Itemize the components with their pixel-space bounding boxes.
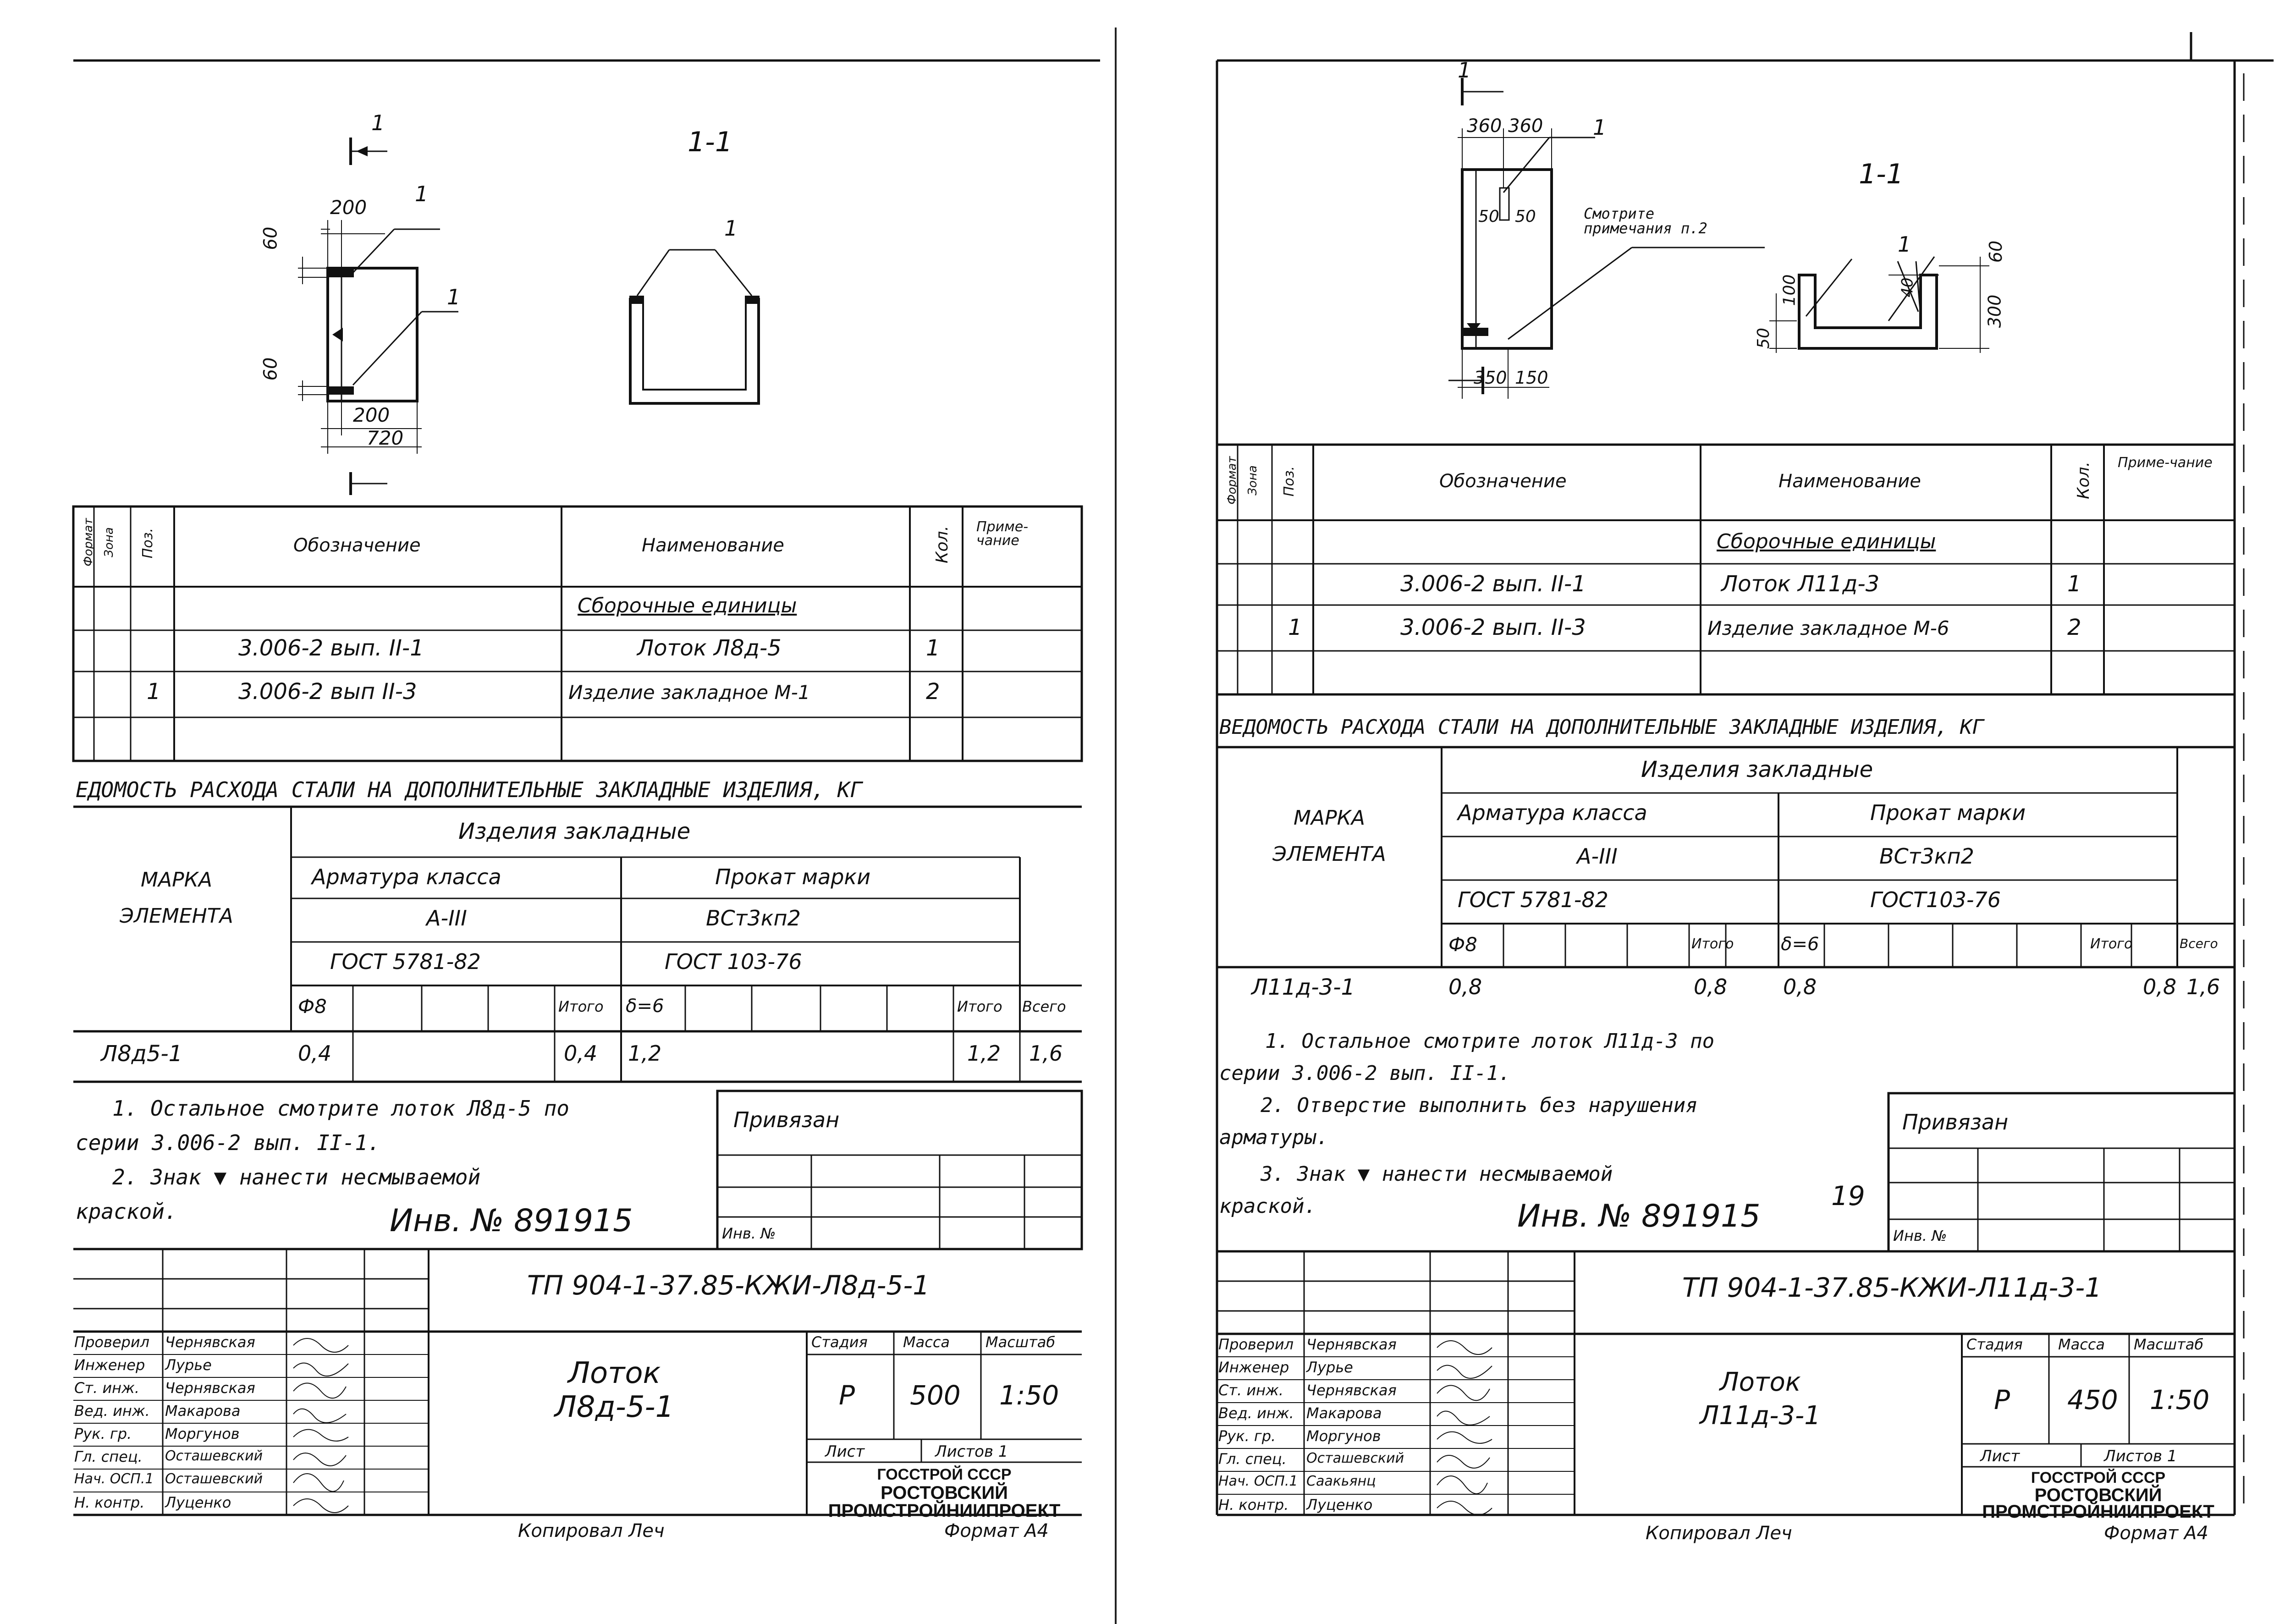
spec-header-pos: Поз. xyxy=(1281,466,1298,497)
sheet-divider xyxy=(1115,28,1117,1624)
steel-rebar-class: Арматура класса xyxy=(1458,800,1647,825)
role-2: Инженер xyxy=(74,1356,145,1374)
spec-row2-designation: 3.006-2 вып II-3 xyxy=(238,679,417,705)
person-7: Осташевский xyxy=(165,1471,263,1487)
note-line-1: 1. Остальное смотрите лоток Л11д-3 по xyxy=(1265,1029,1715,1053)
steel-row-total: 1,6 xyxy=(2186,974,2220,999)
steel-row-total: 1,6 xyxy=(1029,1041,1063,1066)
role-6: Гл. спец. xyxy=(1218,1450,1287,1468)
footer-format: Формат А4 xyxy=(944,1520,1049,1541)
inv-no-label: Инв. № xyxy=(722,1225,776,1242)
person-8: Луценко xyxy=(1306,1496,1373,1514)
spec-header-zone: Зона xyxy=(1245,465,1260,495)
steel-title: ЕДОМОСТЬ РАСХОДА СТАЛИ НА ДОПОЛНИТЕЛЬНЫЕ ЗАКЛАДНЫЕ ИЗДЕЛИЯ, КГ xyxy=(76,777,863,802)
sheets-label: Листов 1 xyxy=(2104,1447,2177,1465)
role-8: Н. контр. xyxy=(1218,1496,1289,1514)
spec-row1-name: Лоток Л11д-3 xyxy=(1721,571,1880,597)
person-1: Чернявская xyxy=(165,1333,255,1351)
spec-header-pos: Поз. xyxy=(140,528,156,559)
stage-value: Р xyxy=(1994,1384,2010,1415)
steel-rolled-grade: ВСт3кп2 xyxy=(1879,844,1974,869)
note-line-5: 3. Знак ▼ нанести несмываемой xyxy=(1261,1162,1613,1186)
org-line-1: ГОССТРОЙ СССР xyxy=(2031,1469,2166,1486)
steel-mark-header: МАРКА ЭЛЕМЕНТА xyxy=(1272,806,1386,866)
person-4: Макарова xyxy=(1306,1404,1382,1422)
spec-row0-name: Сборочные единицы xyxy=(578,594,797,617)
org-line-3: ПРОМСТРОЙНИИПРОЕКТ xyxy=(828,1501,1061,1521)
sheets-label: Листов 1 xyxy=(935,1442,1008,1461)
privyazan-label: Привязан xyxy=(1902,1110,2009,1134)
steel-items-header: Изделия закладные xyxy=(1641,757,1873,782)
person-3: Чернявская xyxy=(1306,1382,1397,1399)
section-marker-top: 1 xyxy=(371,110,385,135)
spec-row1-qty: 1 xyxy=(926,635,940,661)
leader-label-a: 1 xyxy=(415,182,429,206)
person-1: Чернявская xyxy=(1306,1336,1397,1353)
stage-label: Стадия xyxy=(1966,1336,2023,1353)
dim-200-top: 200 xyxy=(330,196,367,219)
scale-value: 1:50 xyxy=(999,1380,1059,1411)
inv-no-label: Инв. № xyxy=(1893,1227,1947,1244)
dim-720: 720 xyxy=(367,427,404,449)
role-8: Н. контр. xyxy=(74,1494,145,1511)
page-number: 19 xyxy=(1831,1180,1865,1211)
section-title: 1-1 xyxy=(1859,158,1904,190)
spec-header-designation: Обозначение xyxy=(1439,471,1567,492)
steel-rebar-gost: ГОСТ 5781-82 xyxy=(330,949,481,974)
steel-row-itogo1: 0,8 xyxy=(1694,974,1728,999)
person-4: Макарова xyxy=(165,1402,241,1420)
dim-360-b: 360 xyxy=(1508,116,1543,137)
steel-row-itogo2: 0,8 xyxy=(2143,974,2177,999)
mass-value: 450 xyxy=(2067,1384,2118,1415)
steel-col-phi: Ф8 xyxy=(298,995,327,1018)
steel-rebar-gost: ГОСТ 5781-82 xyxy=(1458,887,1608,912)
dim-60-bottom: 60 xyxy=(260,357,281,381)
spec-header-zone: Зона xyxy=(102,527,116,557)
spec-header-name: Наименование xyxy=(642,535,784,556)
note-line-2: серии 3.006-2 вып. II-1. xyxy=(1219,1062,1511,1085)
steel-mark-header: МАРКА ЭЛЕМЕНТА xyxy=(120,868,233,928)
object-name: Лоток Л11д-3-1 xyxy=(1700,1367,1821,1431)
steel-rolled-grade: ВСт3кп2 xyxy=(706,906,801,930)
spec-row1-qty: 1 xyxy=(2067,571,2081,597)
sheet-label: Лист xyxy=(825,1442,865,1461)
spec-row2-pos: 1 xyxy=(1288,615,1302,640)
person-7: Саакьянц xyxy=(1306,1473,1376,1489)
spec-header-name: Наименование xyxy=(1778,471,1921,492)
steel-rolled-gost: ГОСТ 103-76 xyxy=(665,949,802,974)
dim-60: 60 xyxy=(1986,240,2006,263)
steel-col-phi: Ф8 xyxy=(1448,933,1477,956)
role-6: Гл. спец. xyxy=(74,1448,143,1465)
dim-100: 100 xyxy=(1780,274,1799,306)
steel-rolled-gost: ГОСТ103-76 xyxy=(1870,887,2001,912)
steel-row-itogo2: 1,2 xyxy=(967,1041,1001,1066)
dim-150: 150 xyxy=(1515,368,1548,388)
note-line-6: краской. xyxy=(1219,1195,1316,1218)
steel-items-header: Изделия закладные xyxy=(458,819,691,844)
mass-label: Масса xyxy=(903,1333,950,1351)
role-7: Нач. ОСП.1 xyxy=(74,1471,154,1487)
steel-col-delta: δ=6 xyxy=(626,996,664,1017)
spec-row1-designation: 3.006-2 вып. II-1 xyxy=(1400,571,1586,597)
note-line-3: 2. Знак ▼ нанести несмываемой xyxy=(112,1165,481,1189)
inventory-number: Инв. № 891915 xyxy=(390,1203,633,1239)
org-line-3: ПРОМСТРОЙНИИПРОЕКТ xyxy=(1982,1502,2214,1522)
steel-col-delta: δ=6 xyxy=(1781,934,1819,955)
steel-row-phi: 0,8 xyxy=(1448,974,1482,999)
inventory-number: Инв. № 891915 xyxy=(1517,1198,1761,1234)
role-3: Ст. инж. xyxy=(74,1379,140,1397)
footer-copied: Копировал Леч xyxy=(1646,1523,1792,1544)
spec-row2-name: Изделие закладное М-6 xyxy=(1707,617,1949,639)
role-2: Инженер xyxy=(1218,1359,1289,1376)
org-line-1: ГОССТРОЙ СССР xyxy=(877,1466,1012,1483)
person-3: Чернявская xyxy=(165,1379,255,1397)
spec-row0-name: Сборочные единицы xyxy=(1717,530,1936,553)
scale-value: 1:50 xyxy=(2150,1384,2210,1415)
steel-rebar-grade: А-III xyxy=(426,906,467,930)
role-4: Вед. инж. xyxy=(1218,1404,1294,1422)
dim-300: 300 xyxy=(1984,294,2005,328)
spec-header-note: Приме-чание xyxy=(976,519,1029,549)
steel-rebar-class: Арматура класса xyxy=(312,864,501,889)
object-name: Лоток Л8д-5-1 xyxy=(554,1356,674,1424)
note-line-4: арматуры. xyxy=(1219,1126,1329,1149)
steel-title: ВЕДОМОСТЬ РАСХОДА СТАЛИ НА ДОПОЛНИТЕЛЬНЫЕ ЗАКЛАДНЫЕ ИЗДЕЛИЯ, КГ xyxy=(1219,716,1984,739)
spec-row2-name: Изделие закладное М-1 xyxy=(568,681,810,704)
steel-col-itogo2: Итого xyxy=(2090,936,2133,952)
dim-200-bottom: 200 xyxy=(353,404,390,426)
spec-row1-name: Лоток Л8д-5 xyxy=(637,635,782,661)
steel-row-delta: 0,8 xyxy=(1783,974,1817,999)
stage-value: Р xyxy=(839,1380,855,1411)
see-note: Смотрите примечания п.2 xyxy=(1584,205,1707,237)
org-line-2: РОСТОВСКИЙ xyxy=(2034,1485,2162,1505)
steel-rebar-grade: А-III xyxy=(1577,844,1618,869)
section-marker-top: 1 xyxy=(1458,58,1471,83)
person-5: Моргунов xyxy=(165,1425,240,1442)
steel-row-delta: 1,2 xyxy=(628,1041,662,1066)
person-5: Моргунов xyxy=(1306,1427,1381,1445)
steel-col-itogo1: Итого xyxy=(558,998,604,1015)
spec-header-qty: Кол. xyxy=(933,525,952,564)
steel-row-mark: Л11д-3-1 xyxy=(1251,974,1355,1000)
person-6: Осташевский xyxy=(1306,1450,1404,1466)
role-7: Нач. ОСП.1 xyxy=(1218,1473,1298,1489)
sheet-label: Лист xyxy=(1980,1447,2020,1465)
steel-col-itogo1: Итого xyxy=(1691,936,1734,952)
privyazan-label: Привязан xyxy=(733,1107,840,1132)
person-8: Луценко xyxy=(165,1494,231,1511)
spec-header-format: Формат xyxy=(1225,456,1239,505)
right-drawing-sheet xyxy=(1137,0,2274,1624)
spec-header-designation: Обозначение xyxy=(293,535,421,556)
note-line-4: краской. xyxy=(76,1199,177,1224)
dim-50-c: 50 xyxy=(1754,328,1773,349)
steel-col-total: Всего xyxy=(1022,998,1066,1015)
mass-label: Масса xyxy=(2058,1336,2105,1353)
note-line-2: серии 3.006-2 вып. II-1. xyxy=(76,1130,380,1155)
document-code: ТП 904-1-37.85-КЖИ-Л8д-5-1 xyxy=(527,1270,930,1301)
role-3: Ст. инж. xyxy=(1218,1382,1284,1399)
dim-40: 40 xyxy=(1898,277,1917,297)
document-code: ТП 904-1-37.85-КЖИ-Л11д-3-1 xyxy=(1682,1272,2102,1303)
org-line-2: РОСТОВСКИЙ xyxy=(881,1483,1008,1503)
person-2: Лурье xyxy=(1306,1359,1353,1376)
leader-label-b: 1 xyxy=(447,285,461,309)
steel-rolled-mark: Прокат марки xyxy=(1870,800,2026,825)
spec-row2-pos: 1 xyxy=(147,679,161,705)
role-5: Рук. гр. xyxy=(1218,1427,1276,1445)
leader-label-a: 1 xyxy=(1593,115,1607,140)
role-4: Вед. инж. xyxy=(74,1402,150,1420)
spec-header-qty: Кол. xyxy=(2074,461,2093,500)
role-1: Проверил xyxy=(1218,1336,1294,1353)
person-6: Осташевский xyxy=(165,1448,263,1464)
dim-360-a: 360 xyxy=(1467,116,1502,137)
steel-row-phi: 0,4 xyxy=(298,1041,332,1066)
role-5: Рук. гр. xyxy=(74,1425,132,1442)
dim-50-b: 50 xyxy=(1515,207,1536,226)
mass-value: 500 xyxy=(910,1380,961,1411)
spec-row1-designation: 3.006-2 вып. II-1 xyxy=(238,635,424,661)
dim-50-a: 50 xyxy=(1478,207,1499,226)
footer-copied: Копировал Леч xyxy=(518,1520,665,1541)
footer-format: Формат А4 xyxy=(2104,1523,2208,1544)
note-line-1: 1. Остальное смотрите лоток Л8д-5 по xyxy=(112,1096,569,1121)
steel-row-mark: Л8д5-1 xyxy=(101,1041,183,1067)
scale-label: Масштаб xyxy=(2134,1336,2204,1353)
steel-col-itogo2: Итого xyxy=(957,998,1002,1015)
spec-row2-qty: 2 xyxy=(926,679,940,705)
steel-rolled-mark: Прокат марки xyxy=(715,864,871,889)
dim-60-top: 60 xyxy=(260,226,281,250)
person-2: Лурье xyxy=(165,1356,212,1374)
stage-label: Стадия xyxy=(811,1333,868,1351)
dim-350: 350 xyxy=(1474,368,1507,388)
role-1: Проверил xyxy=(74,1333,150,1351)
steel-row-itogo1: 0,4 xyxy=(564,1041,598,1066)
spec-header-note: Приме-чание xyxy=(2118,455,2213,471)
leader-label-c: 1 xyxy=(724,216,738,241)
note-line-3: 2. Отверстие выполнить без нарушения xyxy=(1261,1094,1698,1117)
steel-col-total: Всего xyxy=(2180,936,2218,951)
spec-row2-qty: 2 xyxy=(2067,615,2081,640)
spec-header-format: Формат xyxy=(81,518,95,567)
leader-label-b: 1 xyxy=(1898,232,1911,257)
scale-label: Масштаб xyxy=(986,1333,1056,1351)
spec-row2-designation: 3.006-2 вып. II-3 xyxy=(1400,615,1586,640)
section-title: 1-1 xyxy=(688,126,732,158)
